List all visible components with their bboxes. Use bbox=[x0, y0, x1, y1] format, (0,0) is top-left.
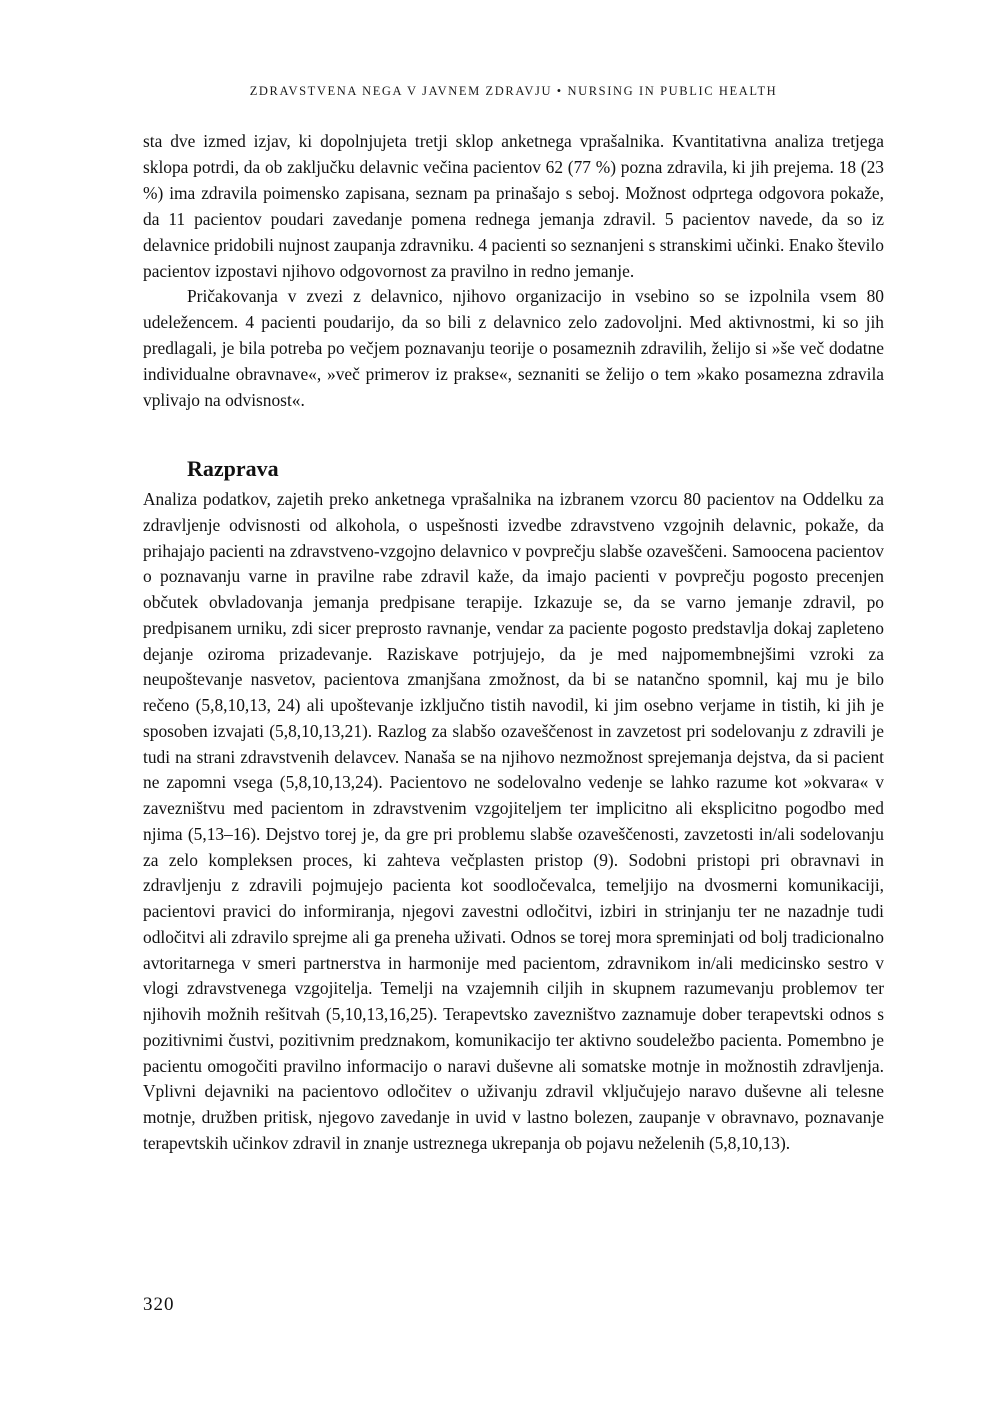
intro-paragraph-2: Pričakovanja v zvezi z delavnico, njihovo organizacijo in vsebino so se izpolnila vsem 80 udeležencem. 4 pacienti poudarijo, da so bili z delavnico zelo zadovoljni. Med aktivnostmi, ki so jih predlagali, je bila potreba po večjem poznavanju teorije o posameznih zdravilih, želijo si »še več dodatne individualne obravnave«, »več primerov iz prakse«, seznaniti se želijo o tem »kako posamezna zdravila vplivajo na odvisnost«. bbox=[143, 286, 884, 411]
intro-text bbox=[143, 129, 884, 414]
section-heading: Razprava bbox=[187, 456, 279, 481]
section-paragraph: Analiza podatkov, zajetih preko anketnega vprašalnika na izbranem vzorcu 80 pacientov na Oddelku za zdravljenje odvisnosti od alkohola, o uspešnosti izvedbe zdravstveno vzgojnih delavnic, pokaže, da prihajajo pacienti na zdravstveno-vzgojno delavnico v povprečju slabše ozaveščeni. Samoocena pacientov o poznavanju varne in pravilne rabe zdravil kaže, da imajo pacienti v povprečju pogosto precenjen občutek obvladovanja jemanja predpisane terapije. Izkazuje se, da se varno jemanje zdravil, po predpisanem urniku, zdi sicer preprosto ravnanje, vendar za paciente pogosto predstavlja dokaj zapleteno dejanje oziroma prizadevanje. Raziskave potrjujejo, da je med najpomembnejšimi vzroki za neupoštevanje nasvetov, pacientova zmanjšana zmožnost, da bi se natančno spomnil, kaj mu je bilo rečeno (5,8,10,13, 24) ali upoštevanje izključno tistih navodil, ki jim osebno verjame in tistih, ki jih je sposoben izvajati (5,8,10,13,21). Razlog za slabšo ozaveščenost in zavzetost pri sodelovanju z zdravili je tudi na strani zdravstvenih delavcev. Nanaša se na njihovo nezmožnost sprejemanja dejstva, da si pacient ne zapomni vsega (5,8,10,13,24). Pacientovo ne sodelovalno vedenje se lahko razume kot »okvara« v zavezništvu med pacientom in zdravstvenim vzgojiteljem ter implicitno ali eksplicitno pogodbo med njima (5,13–16). Dejstvo torej je, da gre pri problemu slabše ozaveščenosti, zavzetosti in/ali sodelovanju za zelo kompleksen proces, ki zahteva večplasten pristop (9). Sodobni pristopi pri obravnavi in zdravljenju z zdravili pojmujejo pacienta kot soodločevalca, temeljijo na dvosmerni komunikaciji, pacientovi pravici do informiranja, njegovi zavestni odločitvi, izbiri in strinjanju ter ne nazadnje tudi odločitvi ali zdravilo sprejme ali ga preneha uživati. Odnos se torej mora spreminjati od bolj tradicionalno avtoritarnega v smeri partnerstva in harmonije med pacientom, zdravnikom in/ali medicinsko sestro v vlogi zdravstvenega vzgojitelja. Temelji na vzajemnih ciljih in skupnem razumevanju problemov ter njihovih možnih rešitvah (5,10,13,16,25). Terapevtsko zavezništvo zaznamuje dober terapevtski odnos s pozitivnimi čustvi, pozitivnim predznakom, komunikacijo ter aktivno soudeležbo pacienta. Pomembno je pacientu omogočiti pravilno informacijo o naravi duševne ali somatske motnje in možnostih zdravljenja. Vplivni dejavniki na pacientovo odločitev o uživanju zdravil vključujejo naravo duševne ali telesne motnje, družben pritisk, njegovo zavedanje in uvid v lastno bolezen, zaupanje v obravnavo, poznavanje terapevtskih učinkov zdravil in znanje ustreznega ukrepanja ob pojavu neželenih (5,8,10,13). bbox=[143, 489, 884, 1153]
intro-paragraph-1: sta dve izmed izjav, ki dopolnjujeta tretji sklop anketnega vprašalnika. Kvantitativna analiza tretjega sklopa potrdi, da ob zaključku delavnic večina pacientov 62 (77 %) pozna zdravila, ki jih prejema. 18 (23 %) ima zdravila poimensko zapisana, seznam pa prinašajo s seboj. Možnost odprtega odgovora pokaže, da 11 pacientov poudari zavedanje pomena rednega jemanja zdravil. 5 pacientov navede, da so iz delavnice pridobili nujnost zaupanja zdravniku. 4 pacienti so seznanjeni s stranskimi učinki. Enako število pacientov izpostavi njihovo odgovornost za pravilno in redno jemanje. bbox=[143, 131, 884, 281]
page-number: 320 bbox=[143, 1294, 175, 1315]
section-body bbox=[143, 487, 884, 1157]
running-header: ZDRAVSTVENA NEGA V JAVNEM ZDRAVJU • NURSING IN PUBLIC HEALTH bbox=[249, 84, 778, 98]
